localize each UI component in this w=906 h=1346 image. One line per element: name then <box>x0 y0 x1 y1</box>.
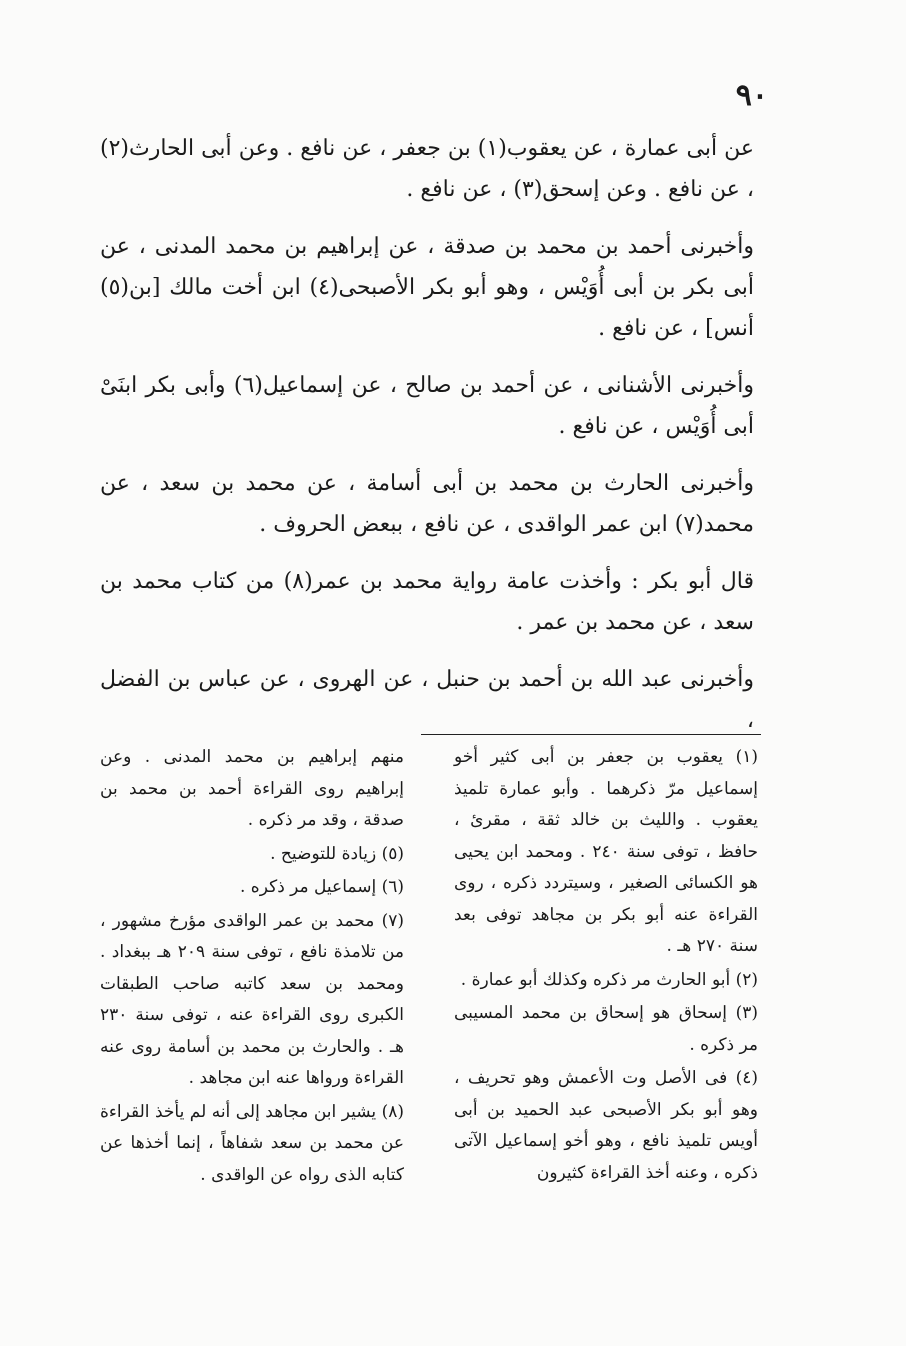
footnote: (٤) فى الأصل وت الأعمش وهو تحريف ، وهو أبو بكر الأصبحى عبد الحميد بن أبى أويس تلميذ نافع ، وهو أخو إسماعيل الآتى ذكره ، وعنه أخذ القراءة كثيرون <box>454 1068 758 1183</box>
paragraph: قال أبو بكر : وأخذت عامة رواية محمد بن عمر(٨) من كتاب محمد بن سعد ، عن محمد بن عمر . <box>100 569 754 635</box>
footnote: (٢) أبو الحارث مر ذكره وكذلك أبو عمارة . <box>460 969 758 990</box>
paragraph: وأخبرنى عبد الله بن أحمد بن حنبل ، عن الهروى ، عن عباس بن الفضل ، <box>100 667 754 733</box>
footnote: (٧) محمد بن عمر الواقدى مؤرخ مشهور ، من تلامذة نافع ، توفى سنة ٢٠٩ هـ ببغداد . ومحمد بن سعد كاتبه صاحب الطبقات الكبرى روى القراءة عنه ، توفى سنة ٢٣٠ هـ . والحارث بن محمد بن أسامة روى عنه القراءة ورواها عنه ابن مجاهد . <box>100 910 405 1088</box>
main-text <box>100 128 754 757</box>
footnotes-left-column <box>100 742 404 1193</box>
footnote: (٥) زيادة للتوضيح . <box>270 843 404 864</box>
footnote: (٣) إسحاق هو إسحاق بن محمد المسيبى مر ذكره . <box>454 1003 758 1055</box>
paragraph: وأخبرنى أحمد بن محمد بن صدقة ، عن إبراهيم بن محمد المدنى ، عن أبى بكر بن أبى أُوَيْس ، وهو أبو بكر الأصبحى(٤) ابن أخت مالك [بن(٥) أنس] ، عن نافع . <box>100 234 754 341</box>
footnote: منهم إبراهيم بن محمد المدنى . وعن إبراهيم روى القراءة أحمد بن محمد بن صدقة ، وقد مر ذكره . <box>100 747 404 830</box>
footnotes <box>100 742 758 1193</box>
footnote: (١) يعقوب بن جعفر بن أبى كثير أخو إسماعيل مرّ ذكرهما . وأبو عمارة تلميذ يعقوب . والليث بن خالد ثقة ، مقرئ ، حافظ ، توفى سنة ٢٤٠ . ومحمد ابن يحيى هو الكسائى الصغير ، وسيتردد ذكره ، روى القراءة عنه أبو بكر بن مجاهد توفى بعد سنة ٢٧٠ هـ . <box>454 747 758 956</box>
footnotes-right-column <box>454 742 758 1193</box>
paragraph: عن أبى عمارة ، عن يعقوب(١) بن جعفر ، عن نافع . وعن أبى الحارث(٢) ، عن نافع . وعن إسحق(٣) ، عن نافع . <box>100 136 754 202</box>
footnote: (٦) إسماعيل مر ذكره . <box>240 877 404 897</box>
page-number: ٩٠ <box>735 78 768 113</box>
footnote: (٨) يشير ابن مجاهد إلى أنه لم يأخذ القراءة عن محمد بن سعد شفاهاً ، إنما أخذها عن كتابه الذى رواه عن الواقدى . <box>100 1101 404 1185</box>
footnote-rule <box>421 734 761 735</box>
paragraph: وأخبرنى الحارث بن محمد بن أبى أسامة ، عن محمد بن سعد ، عن محمد(٧) ابن عمر الواقدى ، عن نافع ، ببعض الحروف . <box>100 471 754 537</box>
paragraph: وأخبرنى الأشنانى ، عن أحمد بن صالح ، عن إسماعيل(٦) وأبى بكر ابنَىْ أبى أُوَيْس ، عن نافع . <box>100 373 754 439</box>
